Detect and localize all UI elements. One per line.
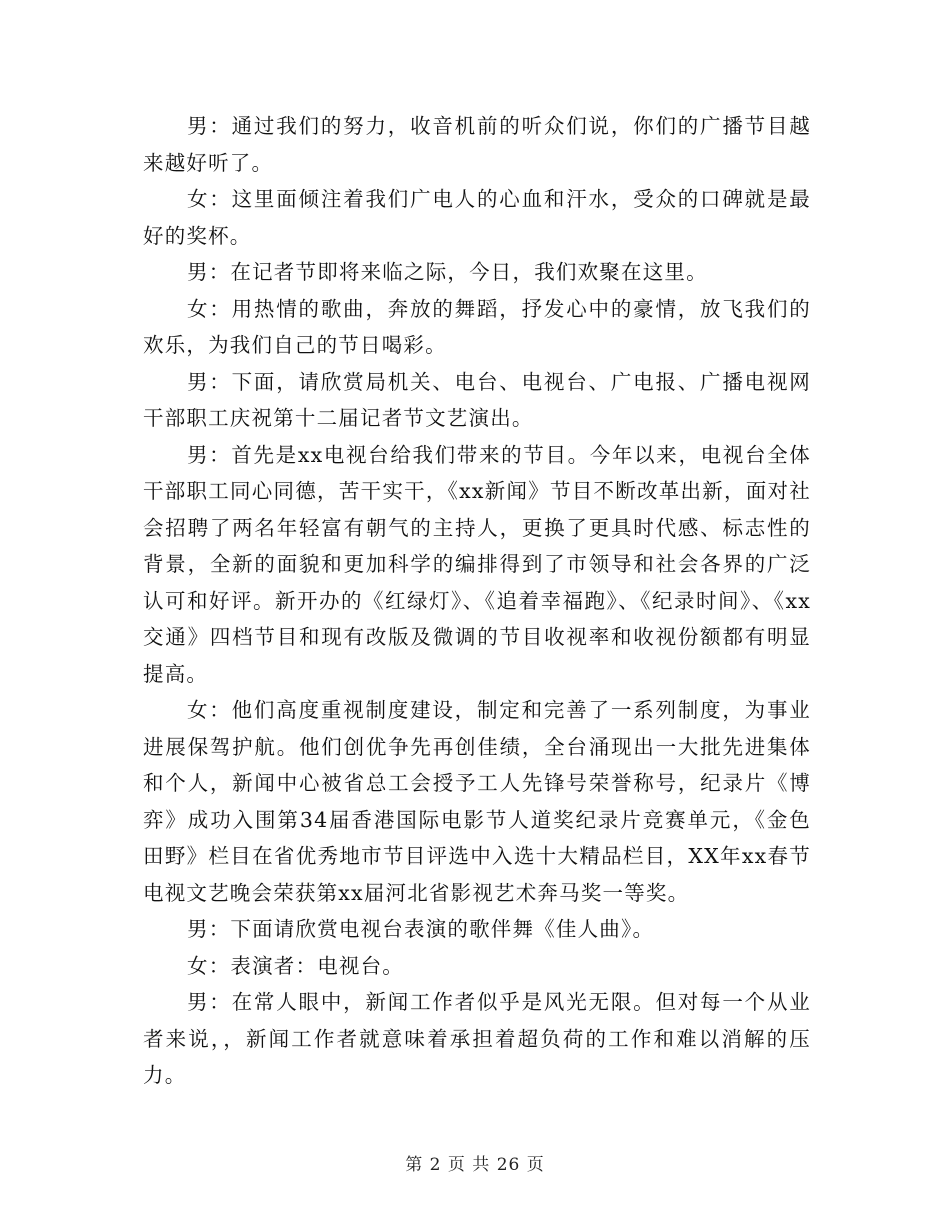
paragraph: 女：表演者：电视台。	[187, 953, 404, 978]
paragraph: 男：首先是xx电视台给我们带来的节目。今年以来，电视台全体干部职工同心同德，苦干实干，《xx新闻》节目不断改革出新，面对社会招聘了两名年轻富有朝气的主持人，更换了更具时代感、标志性的背景，全新的面貌和更加科学的编排得到了市领导和社会各界的广泛认可和好评。新开办的《红绿灯》、《追着幸福跑》、《纪录时间》、《xx交通》四档节目和现有改版及微调的节目收视率和收视份额都有明显提高。	[143, 442, 811, 686]
paragraph: 男：通过我们的努力，收音机前的听众们说，你们的广播节目越来越好听了。	[143, 114, 811, 175]
paragraph: 女：这里面倾注着我们广电人的心血和汗水，受众的口碑就是最好的奖杯。	[143, 187, 811, 248]
paragraph: 男：在常人眼中，新闻工作者似乎是风光无限。但对每一个从业者来说，，新闻工作者就意味着承担着超负荷的工作和难以消解的压力。	[143, 990, 811, 1087]
paragraph: 女：他们高度重视制度建设，制定和完善了一系列制度，为事业进展保驾护航。他们创优争先再创佳绩，全台涌现出一大批先进集体和个人，新闻中心被省总工会授予工人先锋号荣誉称号，纪录片《博弈》成功入围第34届香港国际电影节人道奖纪录片竞赛单元，《金色田野》栏目在省优秀地市节目评选中入选十大精品栏目，XX年xx春节电视文艺晚会荣获第xx届河北省影视艺术奔马奖一等奖。	[143, 698, 811, 905]
paragraph: 男：下面请欣赏电视台表演的歌伴舞《佳人曲》。	[187, 917, 655, 941]
paragraph: 男：下面，请欣赏局机关、电台、电视台、广电报、广播电视网干部职工庆祝第十二届记者节文艺演出。	[143, 369, 811, 430]
body-text	[143, 108, 811, 1094]
paragraph: 男：在记者节即将来临之际，今日，我们欢聚在这里。	[187, 260, 708, 284]
paragraph: 女：用热情的歌曲，奔放的舞蹈，抒发心中的豪情，放飞我们的欢乐，为我们自己的节日喝彩。	[143, 296, 811, 357]
page-footer: 第 2 页 共 26 页	[405, 1155, 545, 1175]
